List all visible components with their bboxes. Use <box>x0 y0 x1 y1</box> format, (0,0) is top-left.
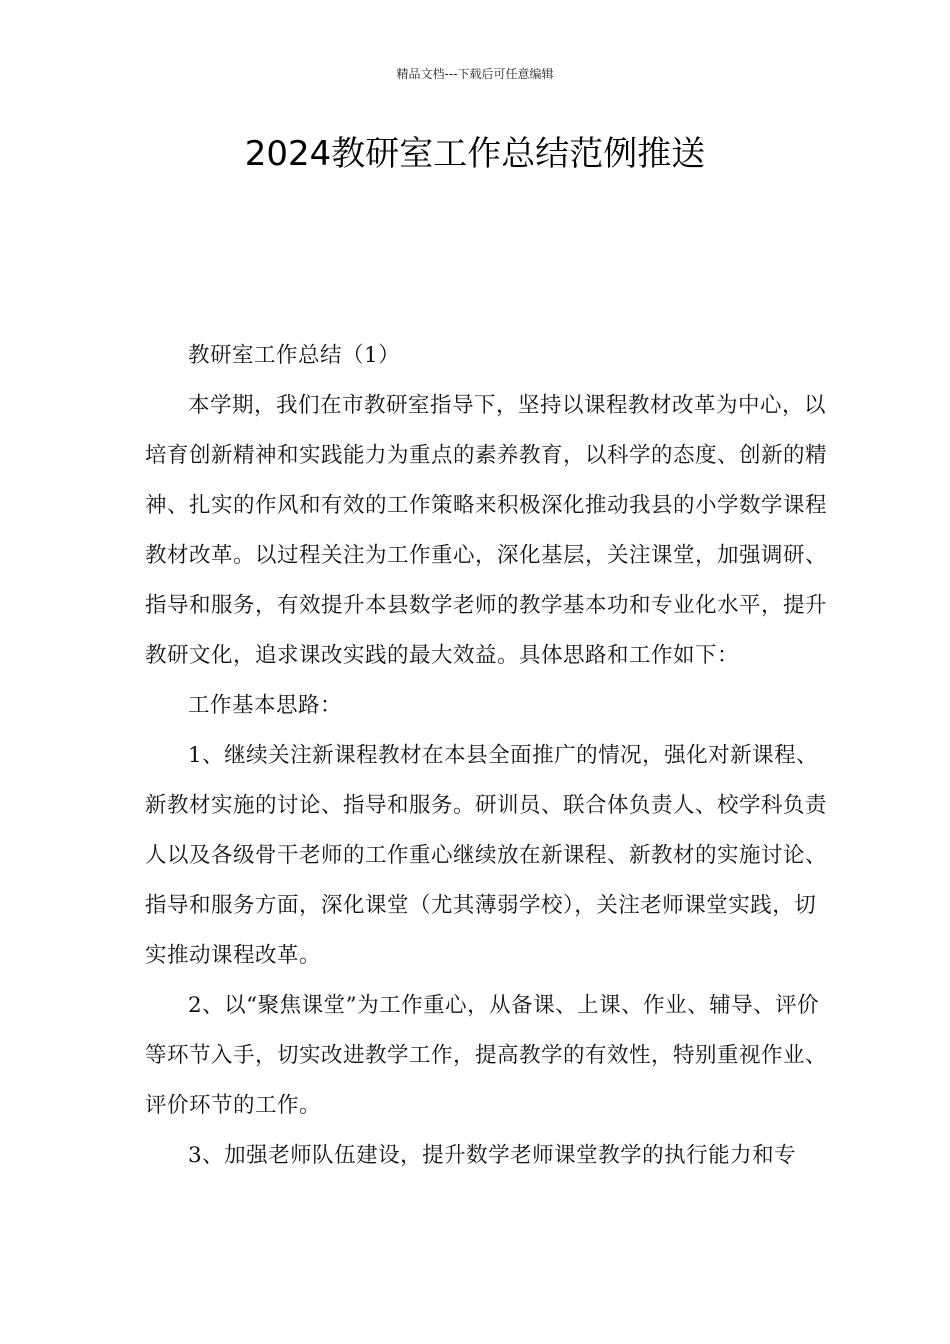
paragraph: 工作基本思路： <box>188 693 343 718</box>
page-header: 精品文档---下载后可任意编辑 <box>396 67 554 81</box>
paragraph: 1、继续关注新课程教材在本县全面推广的情况，强化对新课程、新教材实施的讨论、指导和服务。研训员、联合体负责人、校学科负责人以及各级骨干老师的工作重心继续放在新课程、新教材的实施讨论、指导和服务方面，深化课堂（尤其薄弱学校），关注老师课堂实践，切实推动课程改革。 <box>145 743 828 968</box>
paragraph: 本学期，我们在市教研室指导下，坚持以课程教材改革为中心，以培育创新精神和实践能力为重点的素养教育，以科学的态度、创新的精神、扎实的作风和有效的工作策略来积极深化推动我县的小学数学课程教材改革。以过程关注为工作重心，深化基层，关注课堂，加强调研、指导和服务，有效提升本县数学老师的教学基本功和专业化水平，提升教研文化，追求课改实践的最大效益。具体思路和工作如下： <box>145 393 828 668</box>
section-heading: 教研室工作总结（1） <box>188 343 401 368</box>
paragraph: 3、加强老师队伍建设，提升数学老师课堂教学的执行能力和专 <box>188 1143 797 1168</box>
document-title: 2024教研室工作总结范例推送 <box>244 134 706 174</box>
document-body <box>145 331 835 1181</box>
paragraph: 2、以“聚焦课堂”为工作重心，从备课、上课、作业、辅导、评价等环节入手，切实改进教学工作，提高教学的有效性，特别重视作业、评价环节的工作。 <box>145 993 828 1118</box>
